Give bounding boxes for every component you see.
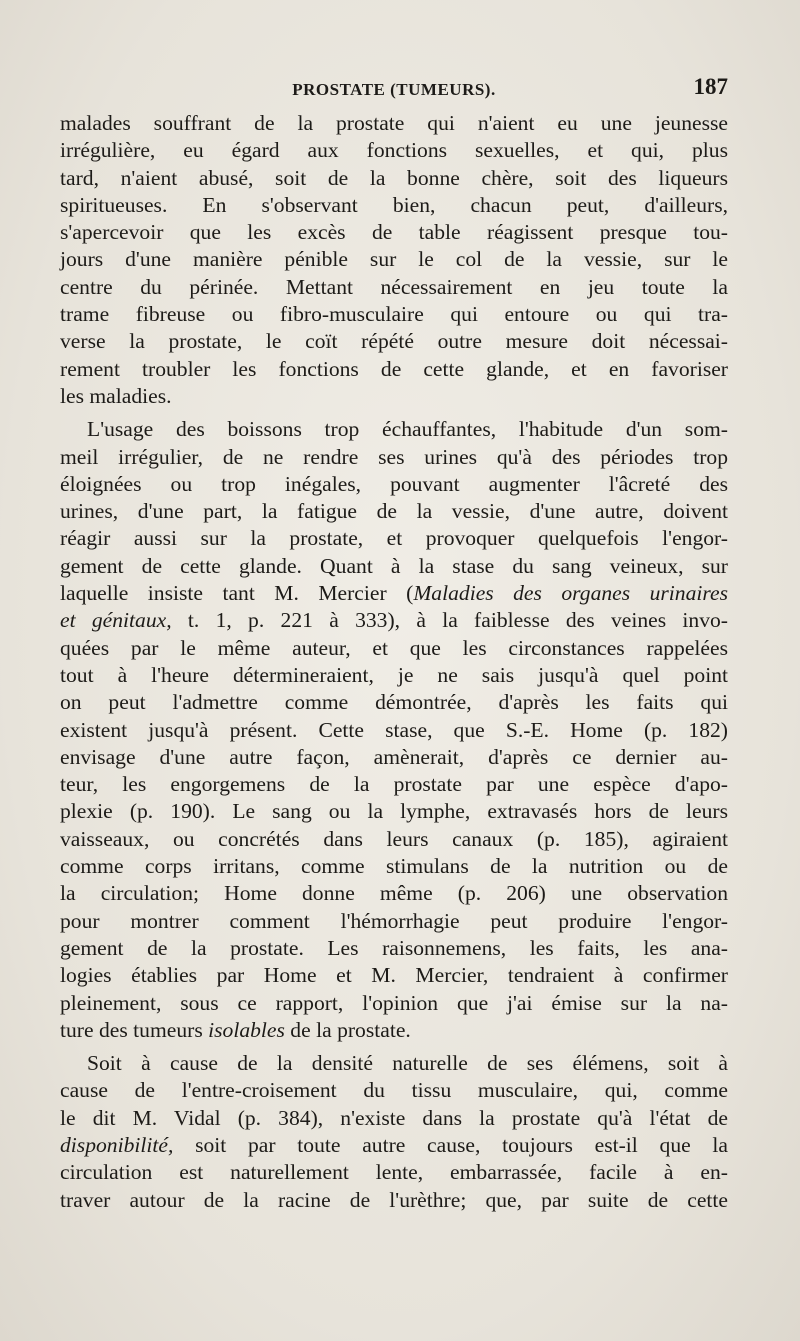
text-line: existent jusqu'à présent. Cette stase, que S.-E. Home (p. 182) xyxy=(60,717,728,742)
text-line: tout à l'heure détermineraient, je ne sais jusqu'à quel point xyxy=(60,662,728,687)
citation-title: et génitaux, xyxy=(60,608,172,633)
page-header xyxy=(60,74,728,106)
text-line: gement de la prostate. Les raisonnemens, les faits, les ana- xyxy=(60,935,728,960)
paragraph xyxy=(60,1050,728,1214)
text-line: centre du périnée. Mettant nécessairement en jeu toute la xyxy=(60,274,728,299)
text-line: circulation est naturellement lente, embarrassée, facile à en- xyxy=(60,1160,728,1185)
text-line: rement troubler les fonctions de cette glande, et en favoriser xyxy=(60,356,728,381)
text-line: pour montrer comment l'hémorrhagie peut produire l'engor- xyxy=(60,908,728,933)
text-run: t. 1, p. 221 à 333), à la faiblesse des veines invo- xyxy=(171,608,728,633)
page-number: 187 xyxy=(693,74,728,99)
text-line: cause de l'entre-croisement du tissu musculaire, qui, comme xyxy=(60,1078,728,1103)
text-line: jours d'une manière pénible sur le col de la vessie, sur le xyxy=(60,247,728,272)
text-line: irrégulière, eu égard aux fonctions sexuelles, et qui, plus xyxy=(60,138,728,163)
text-line: comme corps irritans, comme stimulans de la nutrition ou de xyxy=(60,854,728,879)
running-title: PROSTATE (TUMEURS). xyxy=(292,80,496,99)
text-line: pleinement, sous ce rapport, l'opinion que j'ai émise sur la na- xyxy=(60,990,728,1015)
text-run: de la prostate. xyxy=(284,1017,411,1042)
text-line: urines, d'une part, la fatigue de la vessie, d'une autre, doivent xyxy=(60,499,728,524)
text-line: quées par le même auteur, et que les circonstances rappelées xyxy=(60,635,728,660)
text-line: réagir aussi sur la prostate, et provoquer quelquefois l'engor- xyxy=(60,526,728,551)
text-line: éloignées ou trop inégales, pouvant augmenter l'âcreté des xyxy=(60,471,728,496)
text-line: les maladies. xyxy=(60,383,172,408)
text-line: s'apercevoir que les excès de table réagissent presque tou- xyxy=(60,220,728,245)
text-line: teur, les engorgemens de la prostate par une espèce d'apo- xyxy=(60,772,728,797)
emphasis-word: disponibilité, xyxy=(60,1132,174,1157)
text-line: Soit à cause de la densité naturelle de ses élémens, soit à xyxy=(87,1051,728,1076)
paragraph xyxy=(60,110,728,410)
paragraph xyxy=(60,416,728,1044)
text-run: ture des tumeurs xyxy=(60,1017,209,1042)
text-line: la circulation; Home donne même (p. 206) une observation xyxy=(60,881,728,906)
text-run: laquelle insiste tant M. Mercier ( xyxy=(60,581,414,606)
text-line: verse la prostate, le coït répété outre mesure doit nécessai- xyxy=(60,329,728,354)
text-line: on peut l'admettre comme démontrée, d'après les faits qui xyxy=(60,690,728,715)
text-line: meil irrégulier, de ne rendre ses urines qu'à des périodes trop xyxy=(60,444,728,469)
text-line xyxy=(60,607,728,634)
text-line xyxy=(60,1132,728,1159)
emphasis-word: isolables xyxy=(208,1017,285,1042)
text-line: trame fibreuse ou fibro-musculaire qui entoure ou qui tra- xyxy=(60,302,728,327)
text-line: vaisseaux, ou concrétés dans leurs canaux (p. 185), agiraient xyxy=(60,826,728,851)
text-line: gement de cette glande. Quant à la stase du sang veineux, sur xyxy=(60,553,728,578)
text-line: plexie (p. 190). Le sang ou la lymphe, extravasés hors de leurs xyxy=(60,799,728,824)
text-line xyxy=(60,1017,728,1044)
text-line: traver autour de la racine de l'urèthre; que, par suite de cette xyxy=(60,1187,728,1212)
text-line: malades souffrant de la prostate qui n'aient eu une jeunesse xyxy=(60,111,728,135)
text-line: logies établies par Home et M. Mercier, tendraient à confirmer xyxy=(60,963,728,988)
body-text xyxy=(60,110,728,1214)
text-line: tard, n'aient abusé, soit de la bonne chère, soit des liqueurs xyxy=(60,165,728,190)
text-line: spiritueuses. En s'observant bien, chacun peut, d'ailleurs, xyxy=(60,192,728,217)
citation-title: Maladies des organes urinaires xyxy=(413,581,728,606)
text-line: envisage d'une autre façon, amènerait, d'après ce dernier au- xyxy=(60,744,728,769)
text-line: L'usage des boissons trop échauffantes, l'habitude d'un som- xyxy=(87,417,728,442)
text-run: soit par toute autre cause, toujours est-il que la xyxy=(173,1132,728,1157)
text-line: le dit M. Vidal (p. 384), n'existe dans la prostate qu'à l'état de xyxy=(60,1105,728,1130)
text-line xyxy=(60,580,728,607)
